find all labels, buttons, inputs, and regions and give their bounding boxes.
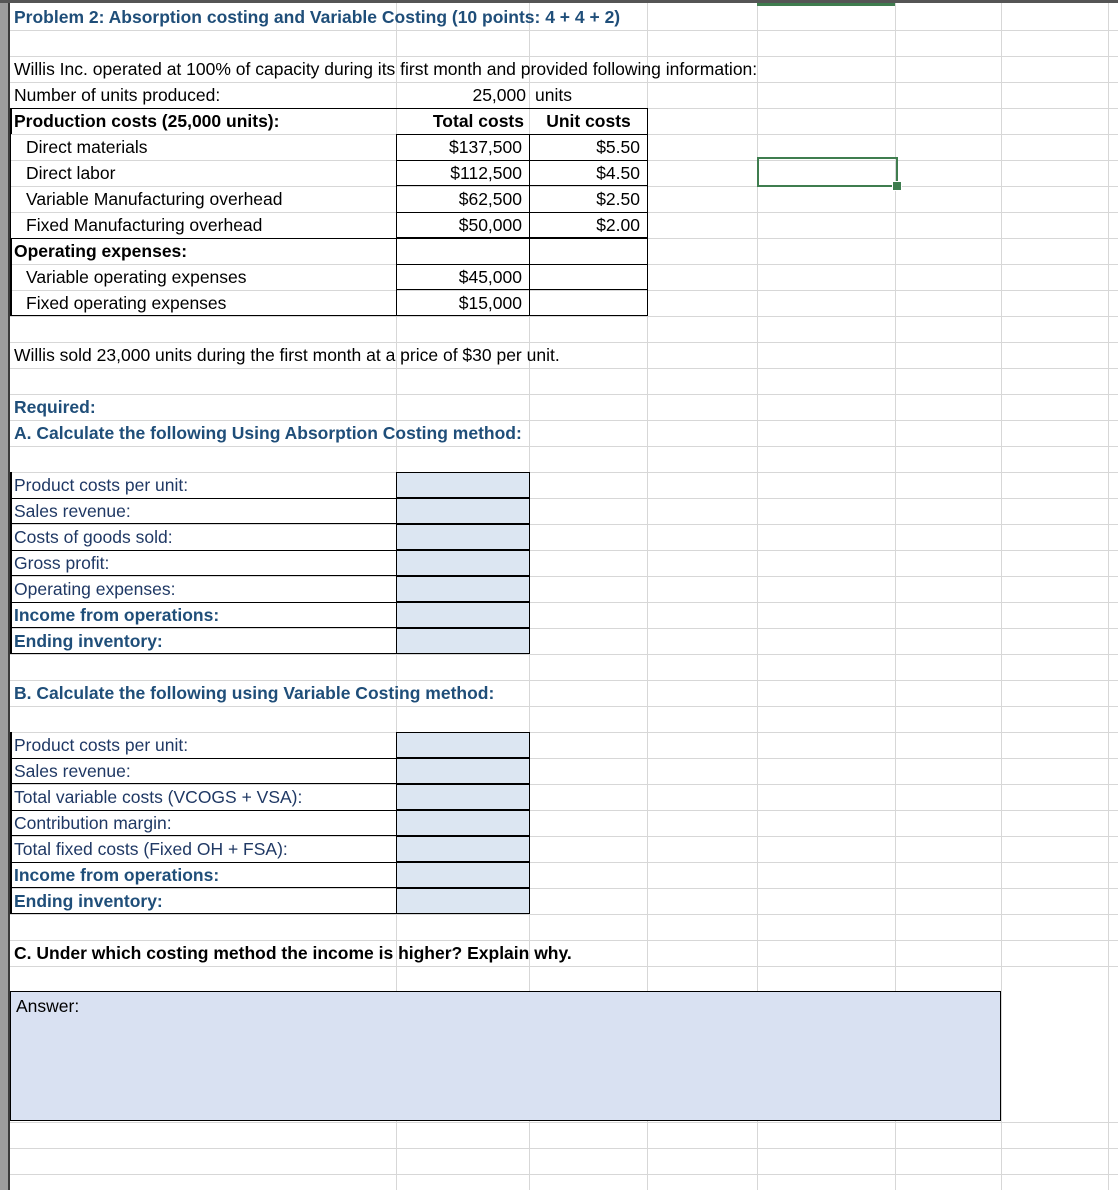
variable-total-fixed-costs-input[interactable] (396, 836, 530, 862)
grid-row-line (0, 914, 1118, 915)
grid-row-line (0, 394, 1118, 395)
absorption-operating-expenses-input[interactable] (396, 576, 530, 602)
grid-row-line (0, 1122, 1118, 1123)
row-divider (396, 212, 648, 213)
units-produced-label: Number of units produced: (14, 85, 221, 105)
section-a-row-label: Costs of goods sold: (14, 527, 173, 547)
absorption-product-cost-input[interactable] (396, 472, 530, 498)
units-label: units (535, 85, 572, 105)
absorption-gross-profit-input[interactable] (396, 550, 530, 576)
operating-expenses-label: Operating expenses: (14, 241, 188, 261)
selected-column-indicator (757, 3, 895, 6)
grid-row-line (0, 368, 1118, 369)
section-b-row-label: Total fixed costs (Fixed OH + FSA): (14, 839, 288, 859)
section-a-heading: A. Calculate the following Using Absorption Costing method: (14, 423, 522, 443)
variable-product-cost-input[interactable] (396, 732, 530, 758)
units-produced-value: 25,000 (472, 85, 526, 105)
section-a-row-label: Operating expenses: (14, 579, 176, 599)
section-b-row-label: Ending inventory: (14, 891, 163, 911)
section-b-row-label: Sales revenue: (14, 761, 131, 781)
cost-row-total: $137,500 (449, 137, 522, 157)
operating-row-total: $45,000 (458, 267, 522, 287)
absorption-sales-revenue-input[interactable] (396, 498, 530, 524)
cost-row-total: $50,000 (458, 215, 522, 235)
cost-row-unit: $2.00 (596, 215, 640, 235)
cost-row-label: Direct labor (26, 163, 116, 183)
operating-row-label: Variable operating expenses (26, 267, 247, 287)
section-b-row-label: Income from operations: (14, 865, 220, 885)
unit-costs-header: Unit costs (546, 111, 631, 131)
cost-row-unit: $2.50 (596, 189, 640, 209)
production-costs-label: Production costs (25,000 units): (14, 111, 280, 131)
row-divider (10, 653, 397, 654)
cost-row-label: Direct materials (26, 137, 148, 157)
section-b-heading: B. Calculate the following using Variable Costing method: (14, 683, 495, 703)
cost-row-total: $62,500 (458, 189, 522, 209)
answer-label: Answer: (16, 996, 80, 1016)
answer-box[interactable] (10, 991, 1001, 1121)
grid-row-line (0, 342, 1118, 343)
absorption-cogs-input[interactable] (396, 524, 530, 550)
section-a-row-label: Product costs per unit: (14, 475, 189, 495)
selected-cell[interactable] (757, 157, 898, 187)
grid-row-line (0, 706, 1118, 707)
problem-title: Problem 2: Absorption costing and Variable Costing (10 points: 4 + 4 + 2) (14, 7, 621, 27)
total-costs-header: Total costs (432, 111, 524, 131)
grid-row-line (0, 56, 1118, 57)
section-b-row-label: Total variable costs (VCOGS + VSA): (14, 787, 303, 807)
grid-row-line (0, 1174, 1118, 1175)
grid-row-line (0, 420, 1118, 421)
absorption-income-input[interactable] (396, 602, 530, 628)
section-a-row-label: Sales revenue: (14, 501, 131, 521)
grid-row-line (0, 446, 1118, 447)
sold-text: Willis sold 23,000 units during the first month at a price of $30 per unit. (14, 345, 560, 365)
absorption-ending-inventory-input[interactable] (396, 628, 530, 654)
variable-income-input[interactable] (396, 862, 530, 888)
required-label: Required: (14, 397, 96, 417)
grid-row-line (0, 30, 1118, 31)
intro-text: Willis Inc. operated at 100% of capacity during its first month and provided following information: (14, 59, 758, 79)
cost-row-total: $112,500 (450, 163, 522, 183)
grid-row-line (0, 680, 1118, 681)
grid-row-line (0, 966, 1118, 967)
grid-row-line (0, 940, 1118, 941)
grid-row-line (0, 316, 1118, 317)
row-header-strip (0, 0, 8, 1190)
variable-total-variable-costs-input[interactable] (396, 784, 530, 810)
grid-row-line (0, 654, 1118, 655)
section-b-row-label: Product costs per unit: (14, 735, 189, 755)
grid-column-line (1108, 0, 1109, 1190)
section-a-row-label: Ending inventory: (14, 631, 163, 651)
variable-sales-revenue-input[interactable] (396, 758, 530, 784)
section-c-heading: C. Under which costing method the income is higher? Explain why. (14, 943, 572, 963)
row-divider (10, 913, 397, 914)
section-b-row-label: Contribution margin: (14, 813, 172, 833)
top-border (0, 0, 1118, 3)
section-a-row-label: Gross profit: (14, 553, 110, 573)
cost-row-unit: $5.50 (596, 137, 640, 157)
cost-row-unit: $4.50 (596, 163, 640, 183)
operating-row-total: $15,000 (458, 293, 522, 313)
variable-ending-inventory-input[interactable] (396, 888, 530, 914)
grid-row-line (0, 1148, 1118, 1149)
variable-contribution-margin-input[interactable] (396, 810, 530, 836)
fill-handle[interactable] (892, 181, 902, 191)
cost-row-label: Variable Manufacturing overhead (26, 189, 283, 209)
section-a-row-label: Income from operations: (14, 605, 220, 625)
cost-row-label: Fixed Manufacturing overhead (26, 215, 263, 235)
grid-column-line (1001, 0, 1002, 1190)
operating-row-label: Fixed operating expenses (26, 293, 227, 313)
